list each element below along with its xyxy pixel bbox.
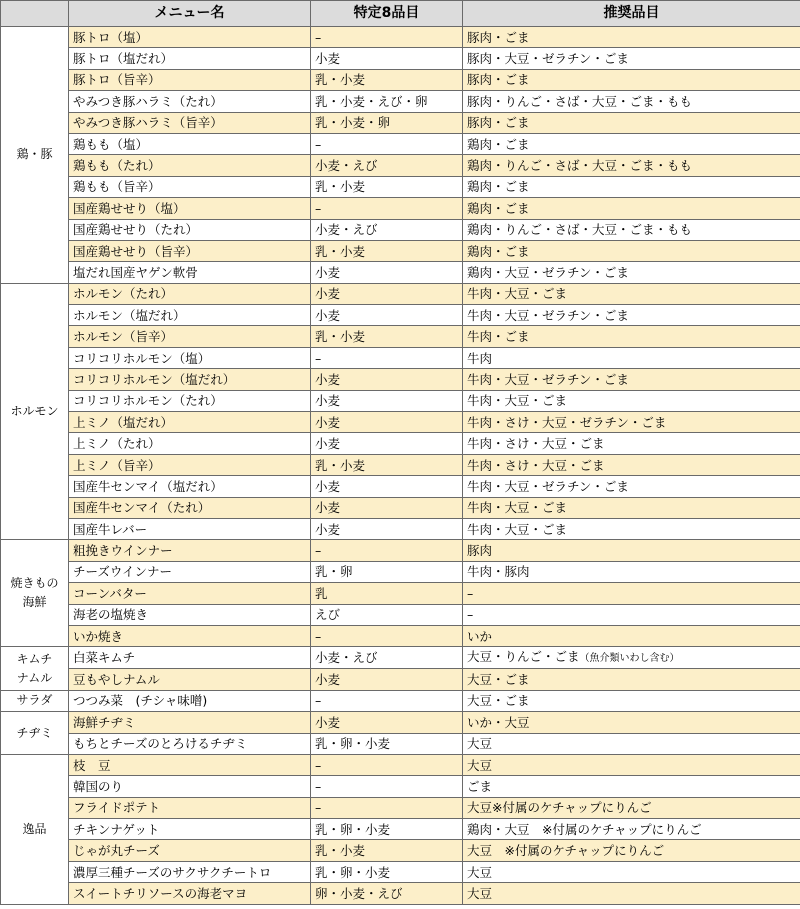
recommended-text: 牛肉・豚肉: [467, 564, 530, 580]
specified8-cell: –: [311, 27, 463, 48]
menu-cell: ホルモン（塩だれ）: [69, 305, 311, 326]
recommended-cell: [463, 198, 800, 219]
specified8-cell: 乳・小麦: [311, 69, 463, 90]
recommended-text: 牛肉・大豆・ごま: [467, 286, 568, 302]
recommended-text: 豚肉・ごま: [467, 29, 530, 45]
recommended-cell: [463, 712, 800, 733]
recommended-cell: [463, 390, 800, 411]
table-row: [1, 326, 800, 347]
recommended-text: 牛肉・ごま: [467, 329, 530, 345]
table-row: [1, 669, 800, 690]
table-row: [1, 133, 800, 154]
recommended-cell: [463, 412, 800, 433]
table-row: [1, 883, 800, 904]
recommended-cell: [463, 27, 800, 48]
table-row: [1, 840, 800, 861]
specified8-cell: –: [311, 133, 463, 154]
specified8-cell: 小麦・えび: [311, 219, 463, 240]
menu-cell: 国産牛センマイ（たれ）: [69, 497, 311, 518]
specified8-cell: 小麦: [311, 390, 463, 411]
menu-cell: やみつき豚ハラミ（旨辛）: [69, 112, 311, 133]
header-menu: メニュー名: [69, 1, 311, 27]
specified8-cell: –: [311, 198, 463, 219]
table-row: [1, 604, 800, 625]
specified8-cell: –: [311, 625, 463, 646]
recommended-cell: [463, 604, 800, 625]
menu-cell: ホルモン（旨辛）: [69, 326, 311, 347]
category-cell: サラダ: [1, 690, 69, 711]
recommended-cell: [463, 369, 800, 390]
menu-cell: コリコリホルモン（塩）: [69, 347, 311, 368]
recommended-text: 牛肉・さけ・大豆・ごま: [467, 436, 605, 452]
recommended-cell: [463, 861, 800, 882]
table-row: [1, 155, 800, 176]
menu-cell: 上ミノ（塩だれ）: [69, 412, 311, 433]
specified8-cell: 小麦: [311, 712, 463, 733]
recommended-text: 牛肉・大豆・ごま: [467, 393, 568, 409]
menu-cell: つつみ菜 (チシャ味噌): [69, 690, 311, 711]
specified8-cell: 乳・小麦・卵: [311, 112, 463, 133]
table-row: [1, 112, 800, 133]
specified8-cell: –: [311, 797, 463, 818]
recommended-text: 大豆・りんご・ごま: [467, 649, 580, 665]
menu-cell: もちとチーズのとろけるチヂミ: [69, 733, 311, 754]
table-row: [1, 776, 800, 797]
table-row: [1, 240, 800, 261]
recommended-text: 鶏肉・大豆 ※付属のケチャップにりんご: [467, 821, 702, 837]
recommended-cell: [463, 454, 800, 475]
recommended-text: 牛肉・大豆・ごま: [467, 521, 568, 537]
recommended-text: 鶏肉・大豆・ゼラチン・ごま: [467, 264, 629, 280]
recommended-cell: [463, 69, 800, 90]
recommended-cell: [463, 540, 800, 561]
specified8-cell: 乳・小麦: [311, 176, 463, 197]
specified8-cell: 乳・卵・小麦: [311, 733, 463, 754]
specified8-cell: 乳・小麦: [311, 240, 463, 261]
recommended-text: 鶏肉・ごま: [467, 136, 530, 152]
menu-cell: ホルモン（たれ）: [69, 283, 311, 304]
specified8-cell: 乳・小麦・えび・卵: [311, 91, 463, 112]
category-cell: 逸品: [1, 754, 69, 904]
recommended-cell: [463, 240, 800, 261]
category-cell: ホルモン: [1, 283, 69, 540]
table-row: [1, 390, 800, 411]
recommended-text: 大豆: [467, 736, 493, 752]
specified8-cell: –: [311, 540, 463, 561]
menu-cell: 国産鶏せせり（旨辛）: [69, 240, 311, 261]
specified8-cell: 乳・小麦: [311, 326, 463, 347]
menu-cell: 国産鶏せせり（塩）: [69, 198, 311, 219]
recommended-cell: [463, 561, 800, 582]
table-row: [1, 797, 800, 818]
menu-cell: フライドポテト: [69, 797, 311, 818]
table-row: [1, 518, 800, 539]
header-row: [1, 1, 800, 27]
recommended-cell: [463, 819, 800, 840]
menu-cell: やみつき豚ハラミ（たれ）: [69, 91, 311, 112]
table-row: [1, 412, 800, 433]
table-row: [1, 91, 800, 112]
recommended-text: いか・大豆: [467, 714, 530, 730]
recommended-cell: [463, 262, 800, 283]
recommended-text: 鶏肉・りんご・さば・大豆・ごま・もも: [467, 158, 693, 174]
table-row: [1, 369, 800, 390]
specified8-cell: 乳・卵・小麦: [311, 861, 463, 882]
recommended-cell: [463, 497, 800, 518]
recommended-cell: [463, 155, 800, 176]
specified8-cell: 小麦: [311, 412, 463, 433]
recommended-text: 鶏肉・りんご・さば・大豆・ごま・もも: [467, 222, 693, 238]
table-row: [1, 690, 800, 711]
recommended-cell: [463, 754, 800, 775]
header-category: [1, 1, 69, 27]
recommended-text: 大豆: [467, 864, 493, 880]
recommended-text: 鶏肉・ごま: [467, 200, 530, 216]
table-row: [1, 454, 800, 475]
menu-cell: 豆もやしナムル: [69, 669, 311, 690]
recommended-text: –: [467, 607, 474, 623]
recommended-cell: [463, 219, 800, 240]
table-row: [1, 69, 800, 90]
recommended-text: いか: [467, 628, 493, 644]
menu-cell: じゃが丸チーズ: [69, 840, 311, 861]
recommended-cell: [463, 797, 800, 818]
recommended-text: 豚肉・大豆・ゼラチン・ごま: [467, 51, 629, 67]
menu-cell: 国産牛レバー: [69, 518, 311, 539]
recommended-text: 牛肉・大豆・ゼラチン・ごま: [467, 307, 629, 323]
recommended-text: 大豆: [467, 757, 493, 773]
menu-cell: チーズウインナー: [69, 561, 311, 582]
recommended-cell: [463, 91, 800, 112]
table-row: [1, 347, 800, 368]
table-row: [1, 819, 800, 840]
recommended-text: 牛肉・さけ・大豆・ごま: [467, 457, 605, 473]
table-row: [1, 583, 800, 604]
table-row: [1, 198, 800, 219]
specified8-cell: –: [311, 690, 463, 711]
recommended-cell: [463, 518, 800, 539]
specified8-cell: 小麦: [311, 476, 463, 497]
header-specified8: 特定8品目: [311, 1, 463, 27]
menu-cell: スイートチリソースの海老マヨ: [69, 883, 311, 904]
recommended-cell: [463, 112, 800, 133]
menu-cell: 海鮮チヂミ: [69, 712, 311, 733]
menu-cell: 塩だれ国産ヤゲン軟骨: [69, 262, 311, 283]
table-row: [1, 283, 800, 304]
specified8-cell: 小麦・えび: [311, 155, 463, 176]
specified8-cell: 小麦: [311, 262, 463, 283]
menu-cell: 鶏もも（旨辛）: [69, 176, 311, 197]
table-row: [1, 733, 800, 754]
menu-cell: チキンナゲット: [69, 819, 311, 840]
table-row: [1, 754, 800, 775]
specified8-cell: 小麦・えび: [311, 647, 463, 669]
recommended-text: –: [467, 585, 474, 601]
table-row: [1, 433, 800, 454]
recommended-cell: [463, 583, 800, 604]
recommended-cell: [463, 48, 800, 69]
menu-cell: 上ミノ（たれ）: [69, 433, 311, 454]
recommended-text: 牛肉・大豆・ゼラチン・ごま: [467, 371, 629, 387]
menu-cell: 豚トロ（塩だれ）: [69, 48, 311, 69]
menu-cell: 鶏もも（塩）: [69, 133, 311, 154]
recommended-text: 大豆・ごま: [467, 693, 530, 709]
specified8-cell: 乳: [311, 583, 463, 604]
recommended-cell: [463, 776, 800, 797]
menu-cell: いか焼き: [69, 625, 311, 646]
recommended-text: 豚肉・ごま: [467, 72, 530, 88]
specified8-cell: 小麦: [311, 305, 463, 326]
category-cell: 鶏・豚: [1, 27, 69, 284]
specified8-cell: 小麦: [311, 48, 463, 69]
recommended-cell: [463, 433, 800, 454]
recommended-cell: [463, 647, 800, 669]
specified8-cell: 小麦: [311, 283, 463, 304]
recommended-cell: [463, 690, 800, 711]
recommended-cell: [463, 283, 800, 304]
specified8-cell: えび: [311, 604, 463, 625]
recommended-cell: [463, 476, 800, 497]
table-row: [1, 861, 800, 882]
specified8-cell: 小麦: [311, 369, 463, 390]
table-row: [1, 561, 800, 582]
specified8-cell: 乳・小麦: [311, 454, 463, 475]
menu-cell: 上ミノ（旨辛）: [69, 454, 311, 475]
table-row: [1, 48, 800, 69]
recommended-cell: [463, 347, 800, 368]
menu-cell: 枝 豆: [69, 754, 311, 775]
table-row: [1, 712, 800, 733]
recommended-text: 大豆※付属のケチャップにりんご: [467, 800, 652, 816]
category-cell: チヂミ: [1, 712, 69, 755]
menu-cell: 韓国のり: [69, 776, 311, 797]
menu-cell: 白菜キムチ: [69, 647, 311, 669]
menu-cell: 鶏もも（たれ）: [69, 155, 311, 176]
menu-cell: 海老の塩焼き: [69, 604, 311, 625]
recommended-cell: [463, 733, 800, 754]
recommended-text: 大豆: [467, 885, 493, 901]
recommended-text: 大豆 ※付属のケチャップにりんご: [467, 843, 665, 859]
recommended-cell: [463, 883, 800, 904]
specified8-cell: 小麦: [311, 518, 463, 539]
recommended-text: 豚肉・りんご・さば・大豆・ごま・もも: [467, 93, 693, 109]
table-row: [1, 497, 800, 518]
menu-cell: コリコリホルモン（たれ）: [69, 390, 311, 411]
menu-cell: コリコリホルモン（塩だれ）: [69, 369, 311, 390]
specified8-cell: –: [311, 776, 463, 797]
recommended-text: 鶏肉・ごま: [467, 179, 530, 195]
menu-cell: 粗挽きウインナー: [69, 540, 311, 561]
table-row: [1, 476, 800, 497]
menu-cell: 豚トロ（旨辛）: [69, 69, 311, 90]
table-row: [1, 176, 800, 197]
recommended-text: 豚肉・ごま: [467, 115, 530, 131]
specified8-cell: –: [311, 347, 463, 368]
table-row: [1, 262, 800, 283]
table-row: [1, 27, 800, 48]
specified8-cell: 小麦: [311, 497, 463, 518]
recommended-text: 牛肉・大豆・ゼラチン・ごま: [467, 478, 629, 494]
recommended-cell: [463, 133, 800, 154]
table-row: [1, 625, 800, 646]
specified8-cell: 小麦: [311, 669, 463, 690]
table-row: [1, 647, 800, 669]
category-cell: キムチ ナムル: [1, 647, 69, 690]
recommended-text: 豚肉: [467, 543, 493, 559]
table-row: [1, 540, 800, 561]
recommended-cell: [463, 669, 800, 690]
recommended-text: 鶏肉・ごま: [467, 243, 530, 259]
menu-cell: 国産牛センマイ（塩だれ）: [69, 476, 311, 497]
specified8-cell: 卵・小麦・えび: [311, 883, 463, 904]
recommended-cell: [463, 326, 800, 347]
header-recommended: 推奨品目: [463, 1, 800, 27]
recommended-cell: [463, 625, 800, 646]
category-cell: 焼きもの 海鮮: [1, 540, 69, 647]
table-row: [1, 305, 800, 326]
recommended-note: （魚介類いわし含む）: [579, 653, 680, 665]
recommended-cell: [463, 176, 800, 197]
table-row: [1, 219, 800, 240]
recommended-text: 牛肉: [467, 350, 493, 366]
recommended-text: 大豆・ごま: [467, 672, 530, 688]
recommended-text: ごま: [467, 778, 493, 794]
specified8-cell: –: [311, 754, 463, 775]
menu-cell: 豚トロ（塩）: [69, 27, 311, 48]
recommended-cell: [463, 840, 800, 861]
specified8-cell: 乳・小麦: [311, 840, 463, 861]
recommended-text: 牛肉・大豆・ごま: [467, 500, 568, 516]
recommended-cell: [463, 305, 800, 326]
specified8-cell: 乳・卵・小麦: [311, 819, 463, 840]
menu-cell: コーンバター: [69, 583, 311, 604]
menu-cell: 濃厚三種チーズのサクサクチートロ: [69, 861, 311, 882]
recommended-text: 牛肉・さけ・大豆・ゼラチン・ごま: [467, 414, 667, 430]
specified8-cell: 乳・卵: [311, 561, 463, 582]
specified8-cell: 小麦: [311, 433, 463, 454]
menu-cell: 国産鶏せせり（たれ）: [69, 219, 311, 240]
